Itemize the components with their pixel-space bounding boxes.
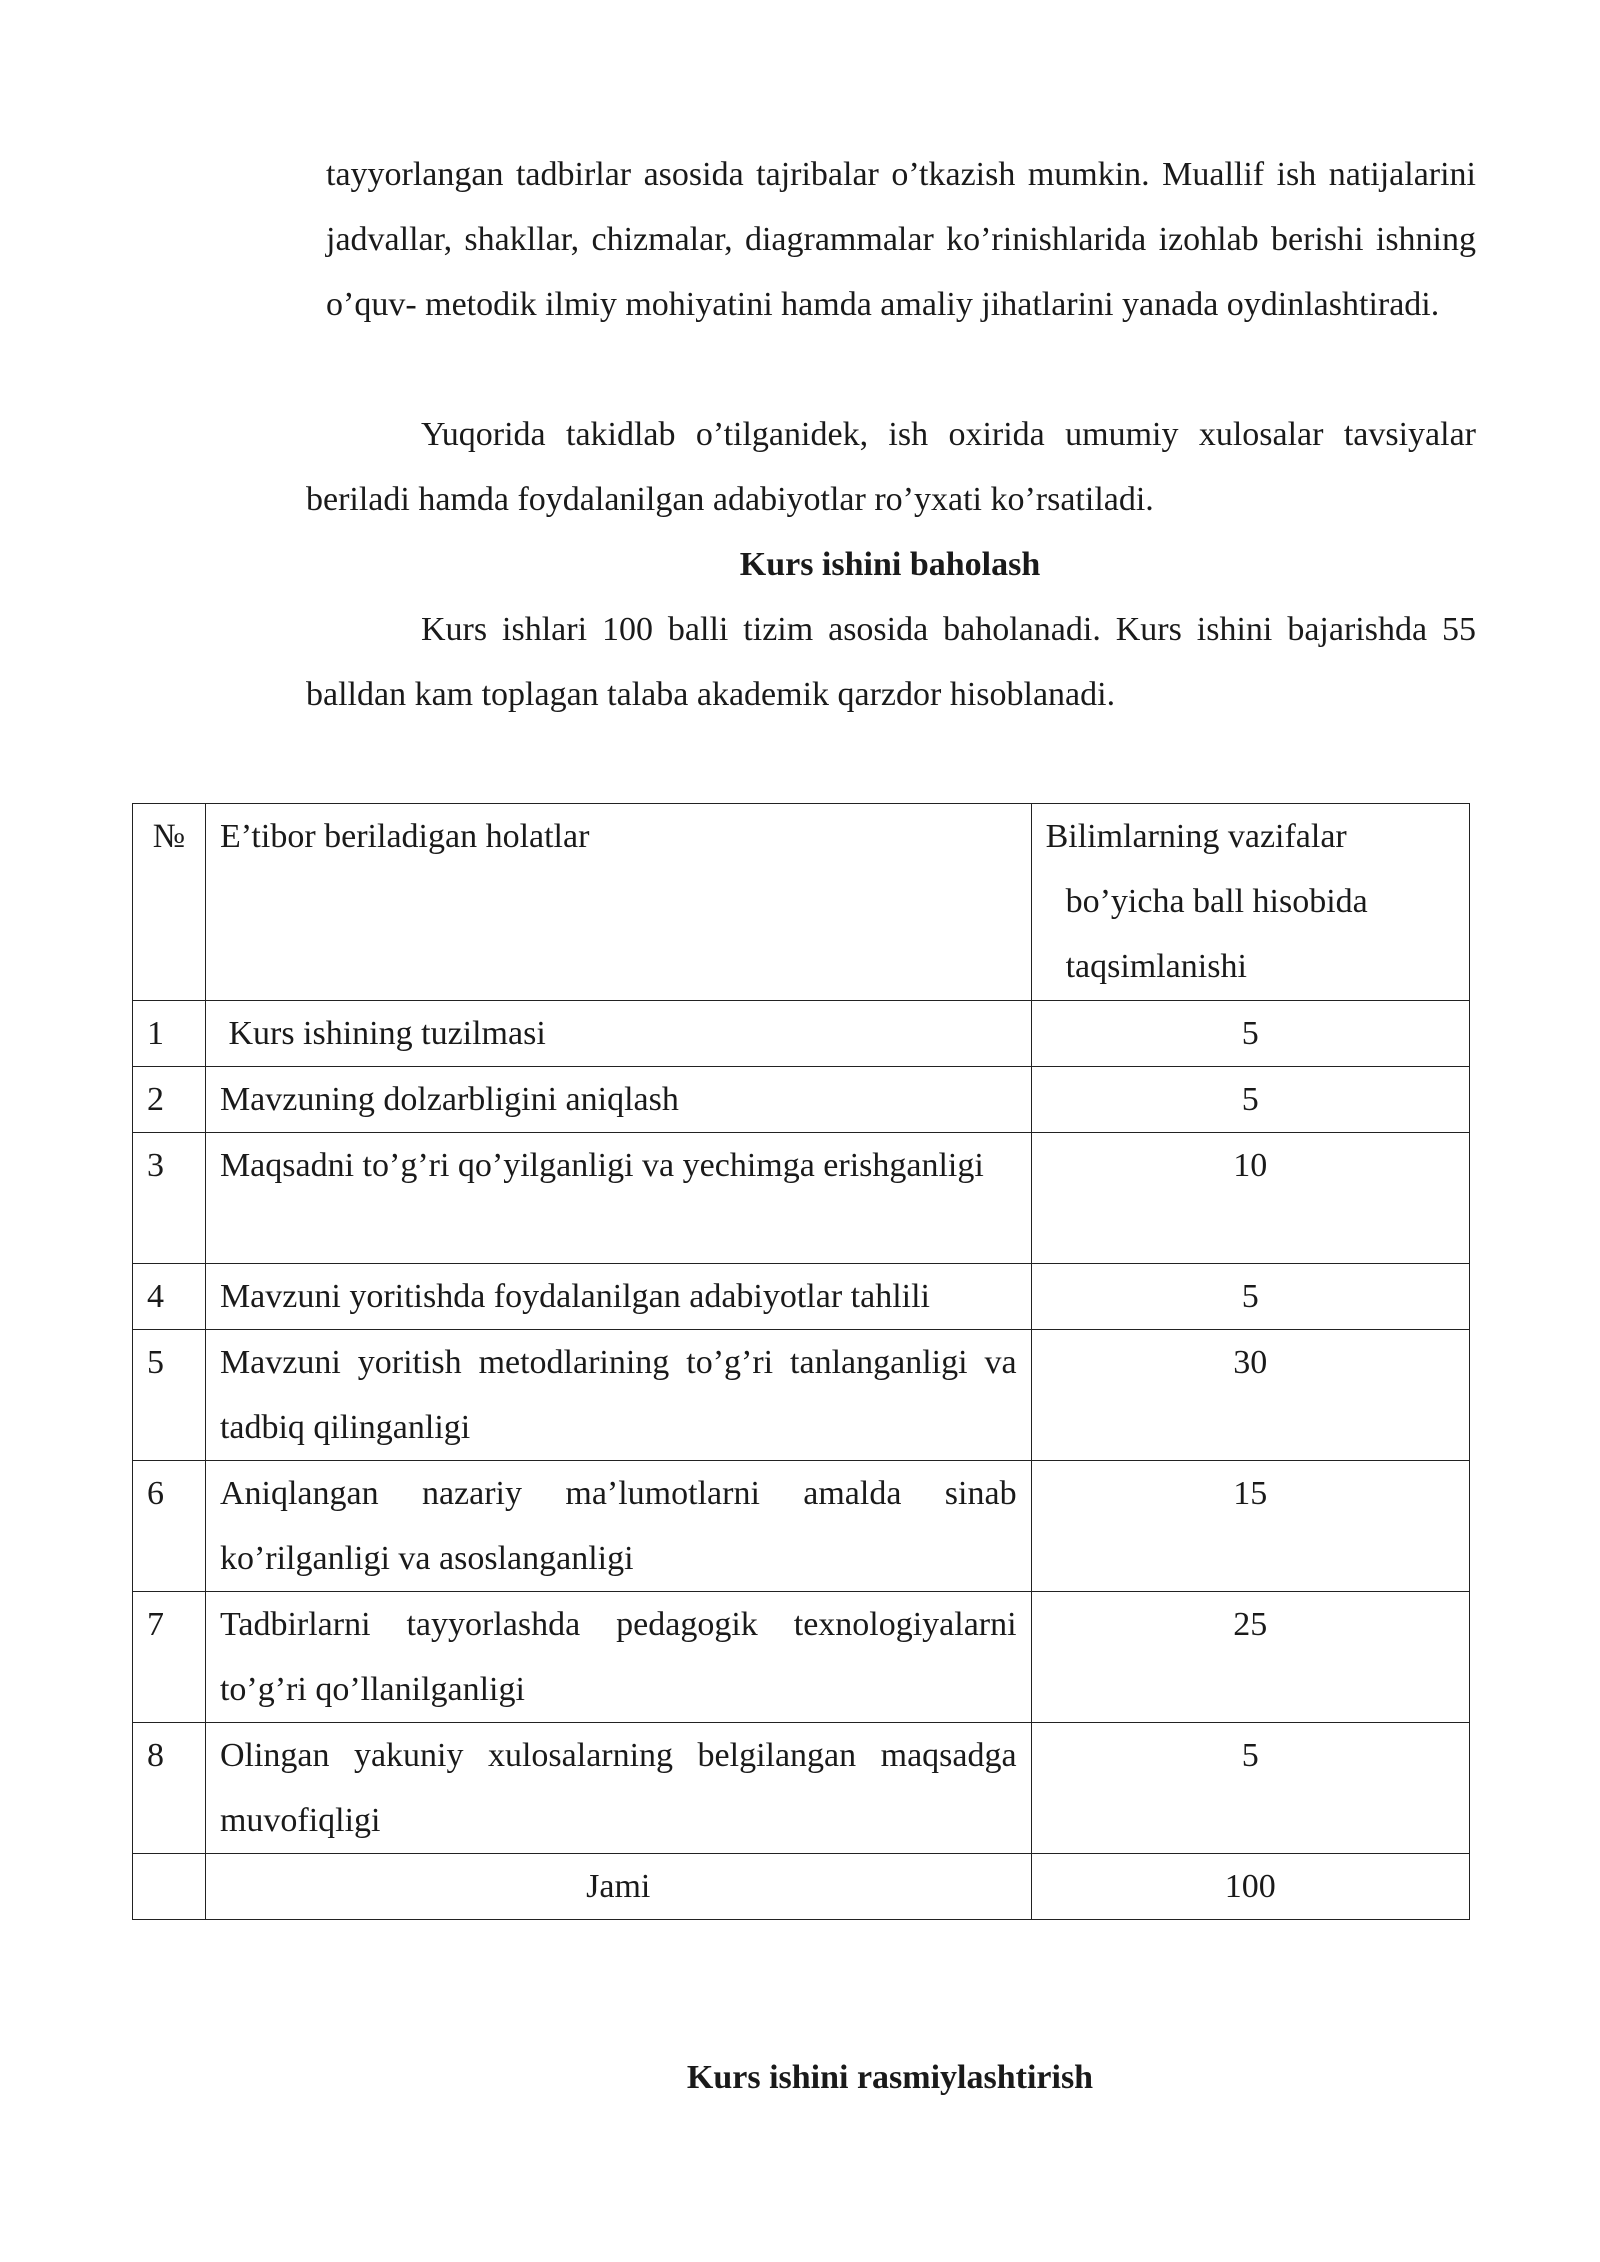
row-number: 4 [133,1264,206,1330]
row-criteria: Mavzuni yoritish metodlarining to’g’ri tanlanganligi va tadbiq qilinganligi [205,1330,1031,1461]
table-total-row [133,1854,1470,1920]
header-score-line-1: Bilimlarning vazifalar [1045,818,1347,855]
row-criteria: Maqsadni to’g’ri qo’yilganligi va yechimga erishganligi [205,1133,1031,1264]
row-number: 8 [133,1723,206,1854]
row-criteria: Aniqlangan nazariy ma’lumotlarni amalda sinab ko’rilganligi va asoslanganligi [205,1461,1031,1592]
row-score: 5 [1031,1264,1469,1330]
total-number-cell [133,1854,206,1920]
table-row [133,1133,1470,1264]
header-score [1031,804,1469,1001]
row-number: 7 [133,1592,206,1723]
paragraph-conclusions: Yuqorida takidlab o’tilganidek, ish oxirida umumiy xulosalar tavsiyalar beriladi hamda foydalanilgan adabiyotlar ro’yxati ko’rsatiladi. [306,416,1476,518]
row-criteria: Kurs ishining tuzilmasi [205,1001,1031,1067]
row-score: 5 [1031,1723,1469,1854]
row-number: 6 [133,1461,206,1592]
row-score: 15 [1031,1461,1469,1592]
heading-grading: Kurs ishini baholash [739,546,1041,583]
row-number: 5 [133,1330,206,1461]
row-criteria: Mavzuning dolzarbligini aniqlash [205,1067,1031,1133]
row-score: 5 [1031,1067,1469,1133]
row-number: 2 [133,1067,206,1133]
grading-table [132,803,1470,1920]
row-score: 5 [1031,1001,1469,1067]
header-criteria: E’tibor beriladigan holatlar [205,804,1031,1001]
header-number: № [133,804,206,1001]
row-score: 10 [1031,1133,1469,1264]
header-score-line-2: bo’yicha ball hisobida [1065,883,1368,920]
paragraph-grading-rules: Kurs ishlari 100 balli tizim asosida baholanadi. Kurs ishini bajarishda 55 balldan kam toplagan talaba akademik qarzdor hisoblanadi. [306,611,1476,713]
table-row [133,1723,1470,1854]
table-row [133,1330,1470,1461]
total-label: Jami [205,1854,1031,1920]
row-criteria: Olingan yakuniy xulosalarning belgilangan maqsadga muvofiqligi [205,1723,1031,1854]
header-score-line-3: taqsimlanishi [1065,948,1247,985]
row-criteria: Mavzuni yoritishda foydalanilgan adabiyotlar tahlili [205,1264,1031,1330]
row-criteria: Tadbirlarni tayyorlashda pedagogik texnologiyalarni to’g’ri qo’llanilganligi [205,1592,1031,1723]
table-header-row [133,804,1470,1001]
row-score: 25 [1031,1592,1469,1723]
table-row [133,1001,1470,1067]
heading-formatting: Kurs ishini rasmiylashtirish [686,2059,1094,2096]
table-row [133,1264,1470,1330]
table-row [133,1067,1470,1133]
row-score: 30 [1031,1330,1469,1461]
row-number: 1 [133,1001,206,1067]
paragraph-intro: tayyorlangan tadbirlar asosida tajribalar o’tkazish mumkin. Muallif ish natijalarini jadvallar, shakllar, chizmalar, diagrammalar ko’rinishlarida izohlab berishi ishning o’quv- metodik ilmiy mohiyatini hamda amaliy jihatlarini yanada oydinlashtiradi. [326,156,1476,323]
table-row [133,1461,1470,1592]
row-number: 3 [133,1133,206,1264]
total-score: 100 [1031,1854,1469,1920]
table-row [133,1592,1470,1723]
